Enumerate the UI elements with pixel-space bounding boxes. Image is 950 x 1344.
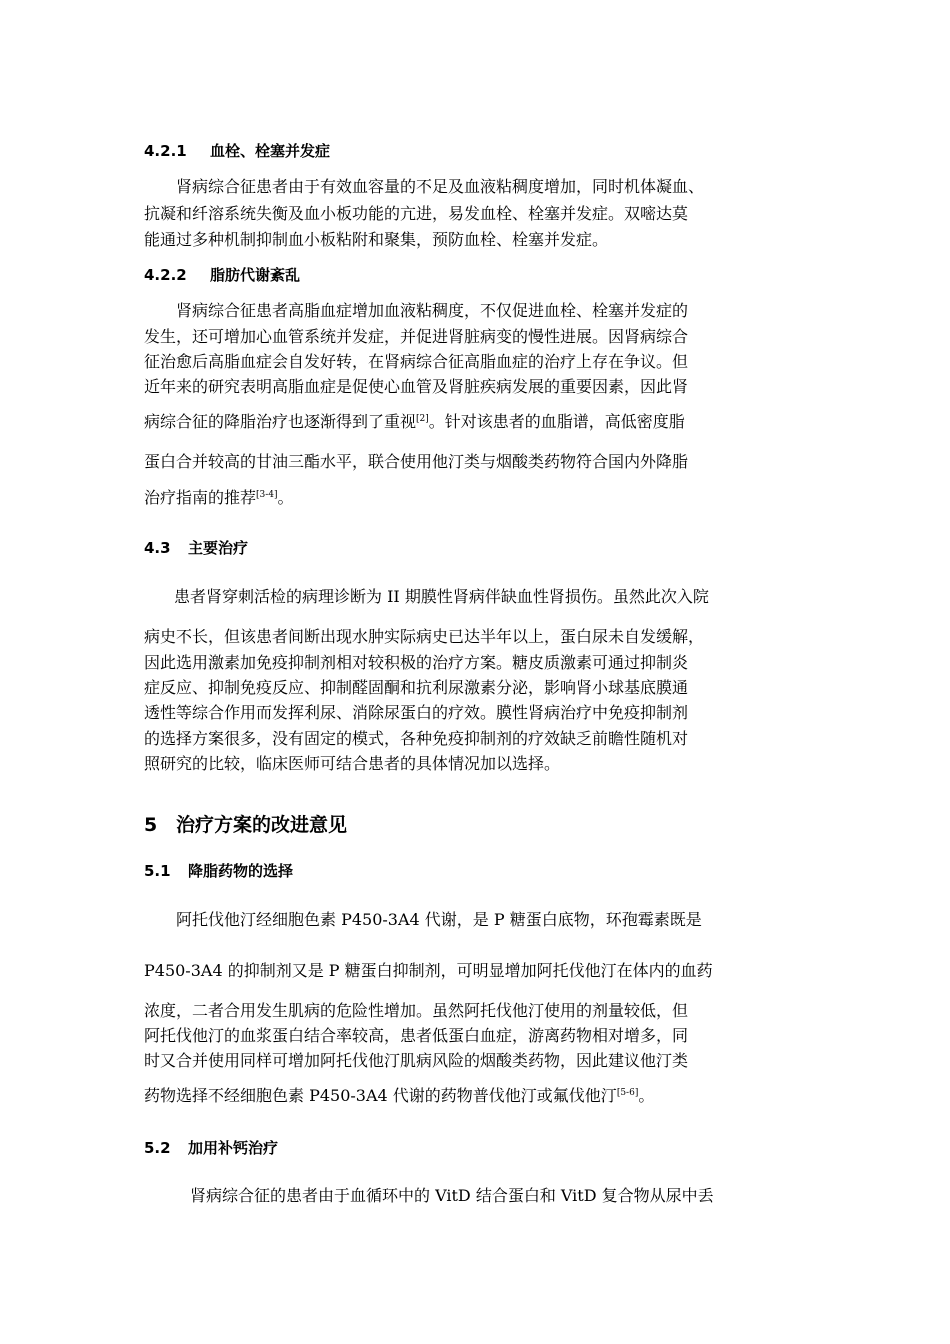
- paragraph-line: 征治愈后高脂血症会自发好转，在肾病综合征高脂血症的治疗上存在争议。但: [144, 352, 689, 371]
- paragraph-line: [144, 1086, 809, 1106]
- paragraph-line: 病史不长，但该患者间断出现水肿实际病史已达半年以上，蛋白尿未自发缓解，: [144, 627, 705, 646]
- section-title: 降脂药物的选择: [188, 862, 294, 880]
- paragraph-line: 肾病综合征的患者由于血循环中的 VitD 结合蛋白和 VitD 复合物从尿中丢: [190, 1186, 714, 1205]
- section-heading-4-3: [144, 537, 248, 558]
- line-text: 治疗指南的推荐: [144, 488, 257, 507]
- paragraph-line: 阿托伐他汀经细胞色素 P450-3A4 代谢，是 P 糖蛋白底物，环孢霉素既是: [176, 910, 702, 929]
- paragraph-line: 患者肾穿刺活检的病理诊断为 II 期膜性肾病伴缺血性肾损伤。虽然此次入院: [174, 587, 709, 606]
- paragraph-line: 时又合并使用同样可增加阿托伐他汀肌病风险的烟酸类药物，因此建议他汀类: [144, 1051, 689, 1070]
- paragraph-line: [144, 412, 809, 432]
- line-text: 。针对该患者的血脂谱，高低密度脂: [428, 412, 685, 431]
- section-heading-4-2-1: [144, 140, 330, 161]
- line-text: 。: [638, 1086, 655, 1105]
- paragraph-line: 的选择方案很多，没有固定的模式，各种免疫抑制剂的疗效缺乏前瞻性随机对: [144, 729, 689, 748]
- section-number: 5: [144, 814, 158, 836]
- paragraph-line: 肾病综合征患者由于有效血容量的不足及血液粘稠度增加，同时机体凝血、: [176, 177, 705, 196]
- section-number: 4.3: [144, 539, 171, 557]
- section-number: 4.2.2: [144, 266, 187, 284]
- citation: [2]: [416, 414, 429, 424]
- section-title: 主要治疗: [188, 539, 249, 557]
- paragraph-line: P450-3A4 的抑制剂又是 P 糖蛋白抑制剂，可明显增加阿托伐他汀在体内的血药: [144, 961, 713, 980]
- section-title: 脂肪代谢紊乱: [210, 266, 301, 284]
- section-number: 4.2.1: [144, 142, 187, 160]
- line-text: 药物选择不经细胞色素 P450-3A4 代谢的药物普伐他汀或氟伐他汀: [144, 1086, 617, 1105]
- section-heading-5-2: [144, 1137, 278, 1158]
- paragraph-line: 阿托伐他汀的血浆蛋白结合率较高，患者低蛋白血症，游离药物相对增多，同: [144, 1026, 689, 1045]
- paragraph-line: 抗凝和纤溶系统失衡及血小板功能的亢进，易发血栓、栓塞并发症。双嘧达莫: [144, 204, 689, 223]
- citation: [5-6]: [616, 1088, 639, 1098]
- line-text: 。: [277, 488, 294, 507]
- paragraph-line: 肾病综合征患者高脂血症增加血液粘稠度，不仅促进血栓、栓塞并发症的: [176, 301, 689, 320]
- paragraph-line: 因此选用激素加免疫抑制剂相对较积极的治疗方案。糖皮质激素可通过抑制炎: [144, 653, 689, 672]
- paragraph-line: 浓度，二者合用发生肌病的危险性增加。虽然阿托伐他汀使用的剂量较低，但: [144, 1001, 689, 1020]
- paragraph-line: 蛋白合并较高的甘油三酯水平，联合使用他汀类与烟酸类药物符合国内外降脂: [144, 452, 689, 471]
- line-text: 病综合征的降脂治疗也逐渐得到了重视: [144, 412, 417, 431]
- paragraph-line: [144, 488, 809, 508]
- paragraph-line: 症反应、抑制免疫反应、抑制醛固酮和抗利尿激素分泌，影响肾小球基底膜通: [144, 678, 689, 697]
- section-heading-4-2-2: [144, 264, 300, 285]
- paragraph-line: 能通过多种机制抑制血小板粘附和聚集，预防血栓、栓塞并发症。: [144, 230, 609, 249]
- section-heading-5: [144, 810, 347, 837]
- paragraph-line: 近年来的研究表明高脂血症是促使心血管及肾脏疾病发展的重要因素，因此肾: [144, 377, 689, 396]
- section-number: 5.2: [144, 1139, 171, 1157]
- section-number: 5.1: [144, 862, 171, 880]
- section-title: 血栓、栓塞并发症: [210, 142, 331, 160]
- paragraph-line: 透性等综合作用而发挥利尿、消除尿蛋白的疗效。膜性肾病治疗中免疫抑制剂: [144, 703, 689, 722]
- section-title: 加用补钙治疗: [188, 1139, 279, 1157]
- paragraph-line: 发生，还可增加心血管系统并发症，并促进肾脏病变的慢性进展。因肾病综合: [144, 327, 689, 346]
- paragraph-line: 照研究的比较，临床医师可结合患者的具体情况加以选择。: [144, 754, 561, 773]
- citation: [3-4]: [256, 490, 278, 500]
- section-title: 治疗方案的改进意见: [176, 814, 348, 836]
- section-heading-5-1: [144, 860, 293, 881]
